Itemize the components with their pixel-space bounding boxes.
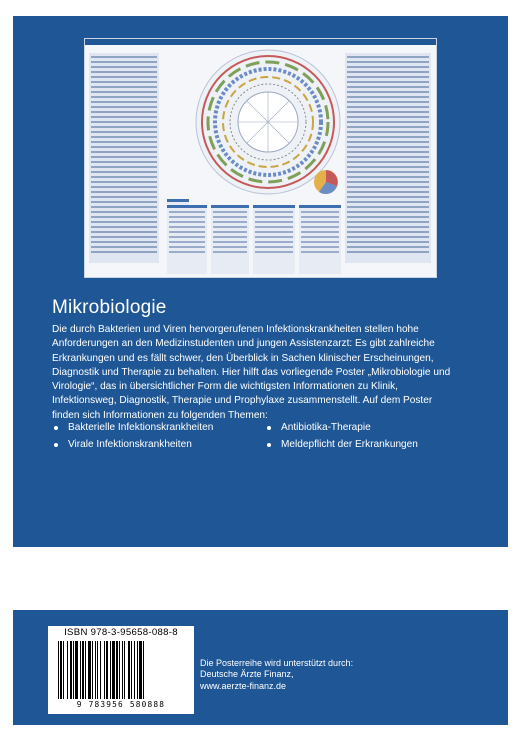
poster-table-4 <box>299 205 341 274</box>
barcode-icon <box>56 641 186 699</box>
topic-item: Bakterielle Infektionskrankheiten <box>52 419 213 436</box>
topic-list-right <box>265 419 418 453</box>
poster-thumbnail <box>84 38 437 278</box>
topic-list-left <box>52 419 213 453</box>
book-title: Mikrobiologie <box>52 297 167 318</box>
description-paragraph: Die durch Bakterien und Viren hervorgerufenen Infektionskrankheiten stellen hohe Anforderungen an den Medizinstudenten und jungen Assistenzarzt: Es gibt zahlreiche Erkrankungen und es fällt schwer, den Überblick in Sachen klinischer Erscheinungen, Diagnostik und Therapie zu behalten. Hier hilft das vorliegende Poster „Mikrobiologie und Virologie“, das in übersichtlicher Form die wichtigsten Informationen zu Klinik, Infektionsweg, Diagnostik, Therapie und Prophylaxe zusammenstellt. Auf dem Poster finden sich Informationen zu folgenden Themen: <box>52 324 451 421</box>
topic-item: Antibiotika-Therapie <box>265 419 418 436</box>
sponsor-link[interactable]: www.aerzte-finanz.de <box>200 680 287 691</box>
poster-small-pie <box>311 167 341 197</box>
poster-left-table <box>89 53 159 263</box>
poster-table-3 <box>253 205 295 274</box>
poster-right-table <box>345 53 431 263</box>
sponsor-line: Die Posterreihe wird unterstützt durch: <box>200 658 354 668</box>
topic-item: Virale Infektionskrankheiten <box>52 436 213 453</box>
sponsor-note <box>200 658 353 692</box>
sponsor-company: Deutsche Ärzte Finanz, <box>200 669 294 680</box>
topic-item: Meldepflicht der Erkrankungen <box>265 436 418 453</box>
barcode-box <box>48 626 194 714</box>
poster-table-2 <box>211 205 249 274</box>
ean-number: 9 783956 580888 <box>76 700 166 709</box>
isbn-label: ISBN 978-3-95658-088-8 <box>64 627 178 638</box>
poster-table-1 <box>167 205 207 274</box>
poster-header-bar <box>85 39 436 45</box>
